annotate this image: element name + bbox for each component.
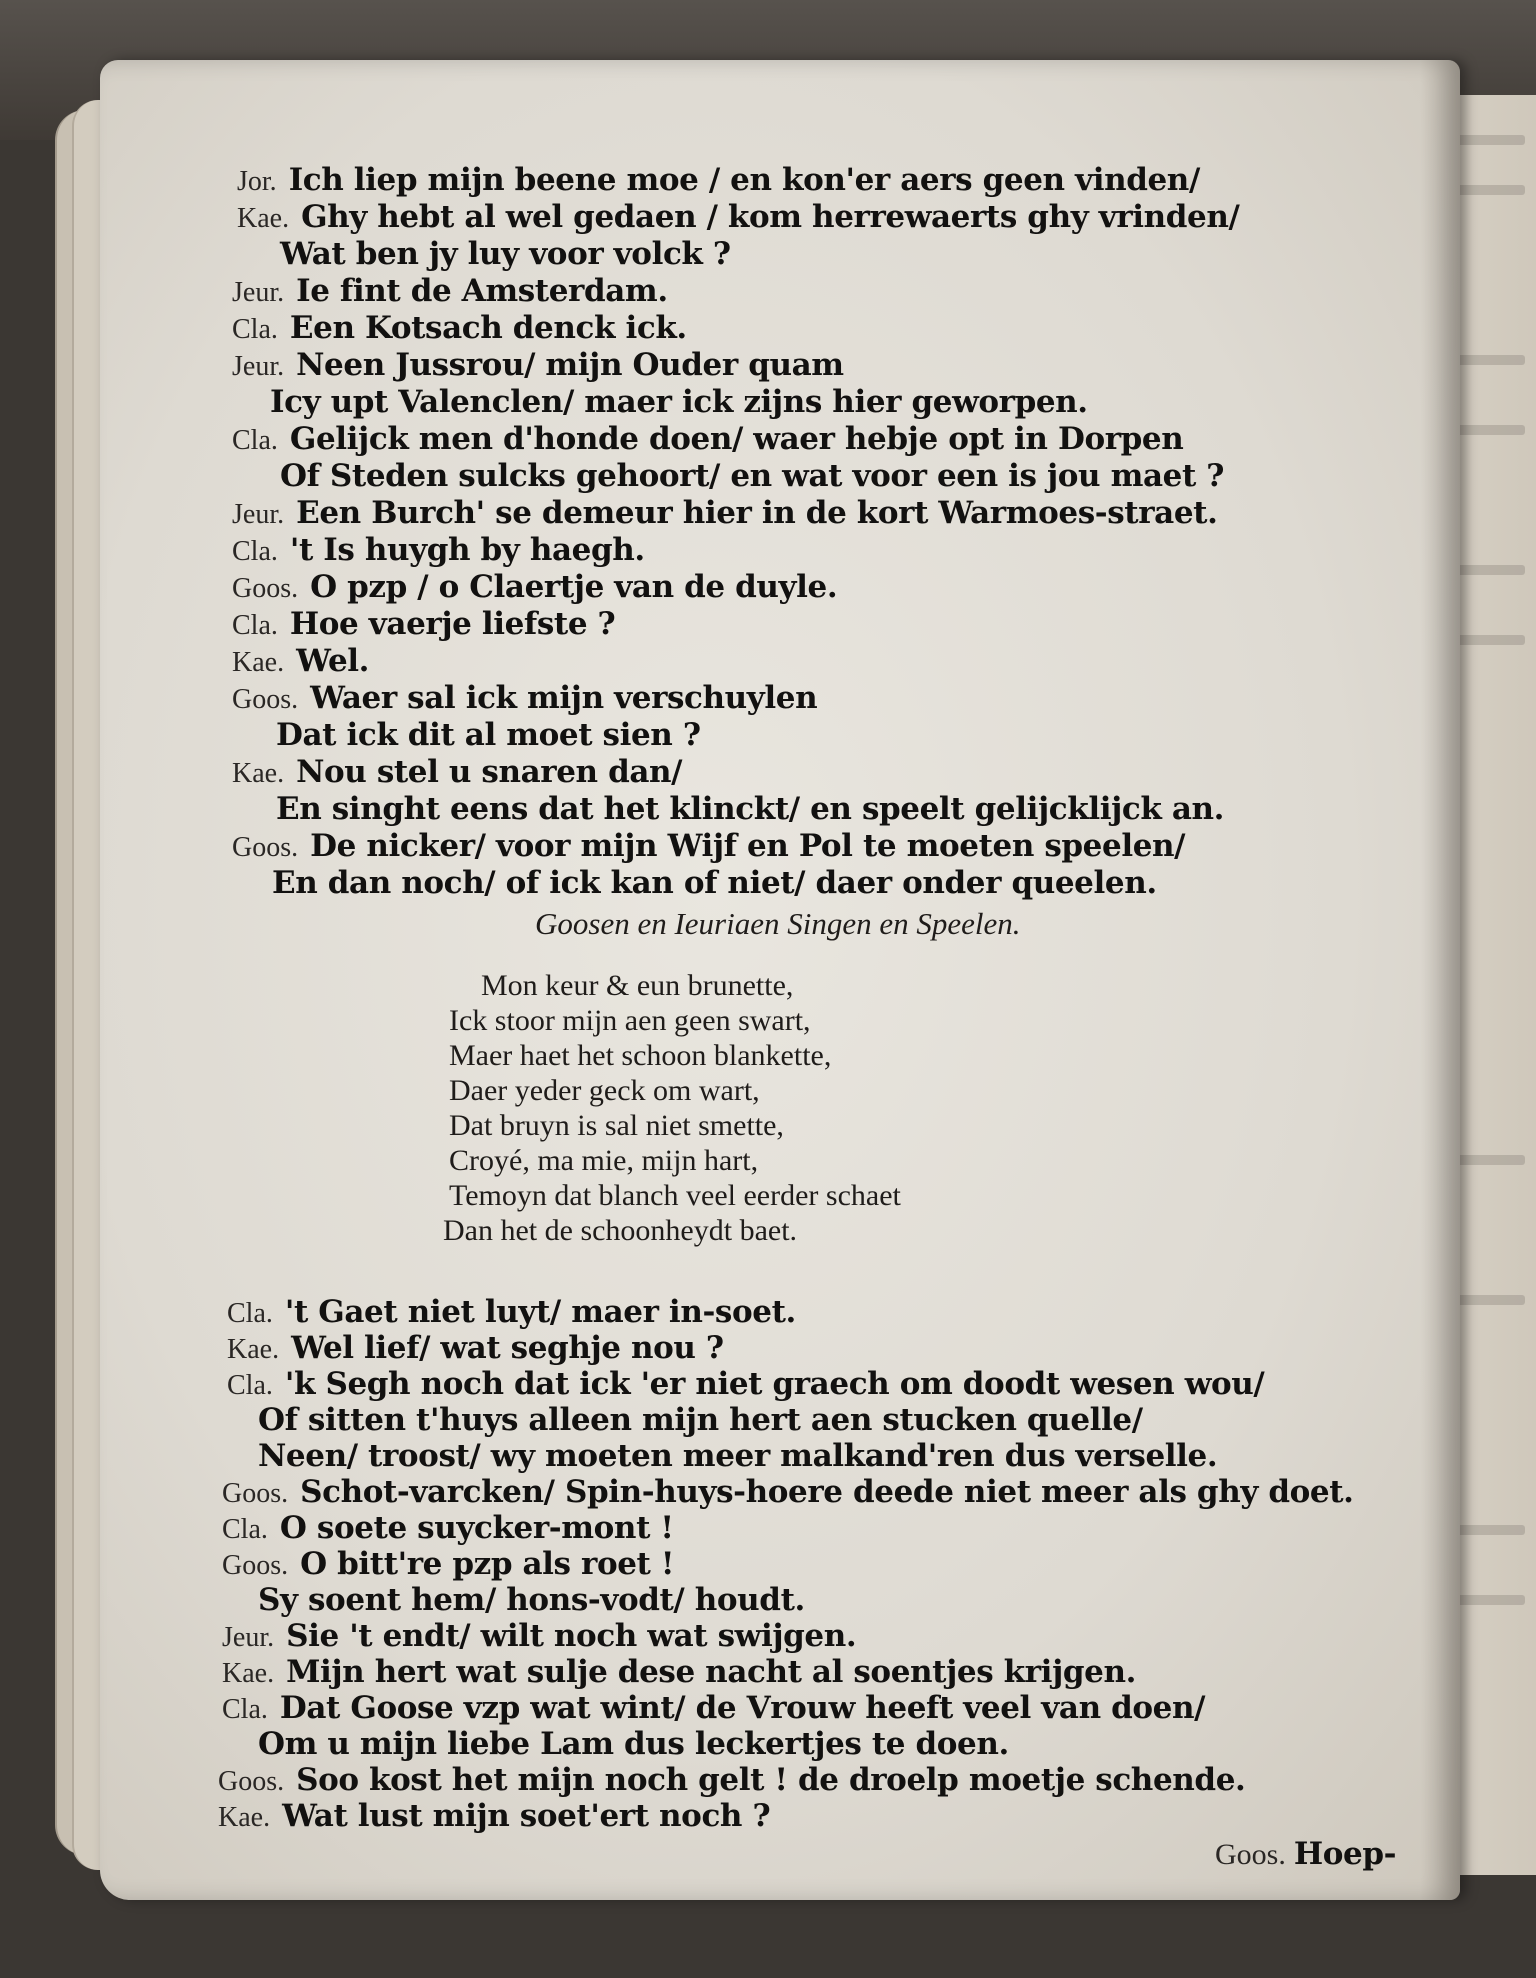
speaker-label: Cla. — [232, 536, 278, 567]
dialogue-text: Icy upt Valenclen/ maer ick zijns hier geworpen. — [270, 384, 1088, 420]
dialogue-text: Neen Jussrou/ mijn Ouder quam — [296, 347, 844, 383]
dialogue-text: O soete suycker-mont ! — [279, 1510, 674, 1546]
dialogue-text: Wel. — [296, 643, 370, 679]
song-line: Dat bruyn is sal niet smette, — [449, 1109, 784, 1142]
speaker-label: Kae. — [222, 1658, 275, 1689]
dialogue-text: Wat lust mijn soet'ert noch ? — [282, 1798, 771, 1834]
dialogue-line — [227, 1330, 724, 1366]
dialogue-line — [222, 1654, 1136, 1690]
speaker-label: Cla. — [222, 1694, 268, 1725]
dialogue-line — [258, 1438, 1217, 1474]
dialogue-line — [272, 865, 1157, 901]
dialogue-text: Een Burch' se demeur hier in de kort Warmoes-straet. — [296, 495, 1218, 531]
song-line: Dan het de schoonheydt baet. — [443, 1214, 798, 1247]
song-line: Maer haet het schoon blankette, — [449, 1039, 832, 1072]
speaker-label: Cla. — [232, 314, 278, 345]
song-line: Ick stoor mijn aen geen swart, — [449, 1004, 811, 1037]
dialogue-text: Mijn hert wat sulje dese nacht al soentjes krijgen. — [286, 1654, 1137, 1690]
dialogue-line — [232, 495, 1217, 531]
speaker-label: Cla. — [227, 1298, 273, 1329]
dialogue-text: Een Kotsach denck ick. — [289, 310, 687, 346]
dialogue-line — [227, 1294, 796, 1330]
speaker-label: Kae. — [227, 1334, 280, 1365]
speaker-label: Goos. — [222, 1550, 289, 1581]
dialogue-line — [258, 1726, 1009, 1762]
dialogue-text: En dan noch/ of ick kan of niet/ daer onder queelen. — [272, 865, 1157, 901]
dialogue-text: 't Gaet niet luyt/ maer in-soet. — [284, 1294, 796, 1330]
speaker-label: Cla. — [232, 610, 278, 641]
speaker-label: Jeur. — [232, 351, 285, 382]
dialogue-text: Wat ben jy luy voor volck ? — [280, 236, 731, 272]
dialogue-text: Ghy hebt al wel gedaen / kom herrewaerts ghy vrinden/ — [301, 199, 1240, 235]
dialogue-text: Schot-varcken/ Spin-huys-hoere deede niet meer als ghy doet. — [300, 1474, 1354, 1510]
dialogue-line — [280, 236, 731, 272]
dialogue-text: O bitt're pzp als roet ! — [300, 1546, 675, 1582]
dialogue-text: Of sitten t'huys alleen mijn hert aen stucken quelle/ — [258, 1402, 1143, 1438]
dialogue-text: En singht eens dat het klinckt/ en speelt gelijcklijck an. — [276, 791, 1225, 827]
dialogue-line — [232, 606, 615, 642]
dialogue-line — [237, 199, 1239, 235]
speaker-label: Goos. — [232, 573, 299, 604]
dialogue-line — [276, 791, 1224, 827]
dialogue-line — [232, 310, 687, 346]
dialogue-line — [218, 1762, 1245, 1798]
dialogue-text: De nicker/ voor mijn Wijf en Pol te moeten speelen/ — [310, 828, 1186, 864]
dialogue-text: Sy soent hem/ hons-vodt/ houdt. — [258, 1582, 805, 1618]
dialogue-text: Of Steden sulcks gehoort/ en wat voor een is jou maet ? — [280, 458, 1225, 494]
dialogue-text: Ich liep mijn beene moe / en kon'er aers geen vinden/ — [288, 162, 1200, 198]
dialogue-text: Hoe vaerje liefste ? — [289, 606, 616, 642]
speaker-label: Goos. — [232, 684, 299, 715]
dialogue-text: Soo kost het mijn noch gelt ! de droelp moetje schende. — [296, 1762, 1246, 1798]
speaker-label: Kae. — [218, 1802, 271, 1833]
dialogue-text: Waer sal ick mijn verschuylen — [310, 680, 818, 716]
speaker-label: Goos. — [1215, 1838, 1286, 1871]
dialogue-line — [222, 1546, 674, 1582]
book-page — [100, 60, 1460, 1900]
dialogue-text: 'k Segh noch dat ick 'er niet graech om doodt wesen wou/ — [284, 1366, 1265, 1402]
dialogue-line — [232, 273, 668, 309]
dialogue-line — [270, 384, 1088, 420]
dialogue-line — [232, 347, 844, 383]
catchword — [1215, 1836, 1396, 1872]
dialogue-line — [232, 421, 1183, 457]
dialogue-line — [258, 1582, 805, 1618]
dialogue-line — [218, 1798, 770, 1834]
speaker-label: Jeur. — [232, 277, 285, 308]
dialogue-line — [222, 1618, 856, 1654]
dialogue-line — [237, 162, 1200, 198]
dialogue-line — [258, 1402, 1143, 1438]
speaker-label: Goos. — [232, 832, 299, 863]
dialogue-text: Ie fint de Amsterdam. — [296, 273, 668, 309]
speaker-label: Kae. — [237, 203, 290, 234]
dialogue-line — [222, 1510, 674, 1546]
dialogue-line — [232, 532, 645, 568]
dialogue-line — [232, 680, 817, 716]
dialogue-text: Neen/ troost/ wy moeten meer malkand'ren dus verselle. — [258, 1438, 1218, 1474]
speaker-label: Jeur. — [222, 1622, 275, 1653]
dialogue-text: Om u mijn liebe Lam dus leckertjes te doen. — [258, 1726, 1009, 1762]
speaker-label: Cla. — [222, 1514, 268, 1545]
dialogue-line — [227, 1366, 1264, 1402]
speaker-label: Cla. — [232, 425, 278, 456]
dialogue-line — [222, 1474, 1354, 1510]
speaker-label: Jor. — [237, 166, 277, 197]
dialogue-text: O pzp / o Claertje van de duyle. — [310, 569, 838, 605]
song-line: Mon keur & eun brunette, — [481, 969, 794, 1002]
dialogue-text: Dat Goose vzp wat wint/ de Vrouw heeft veel van doen/ — [279, 1690, 1206, 1726]
speaker-label: Kae. — [232, 647, 285, 678]
speaker-label: Jeur. — [232, 499, 285, 530]
dialogue-line — [232, 828, 1185, 864]
dialogue-text: Nou stel u snaren dan/ — [296, 754, 683, 790]
dialogue-line — [222, 1690, 1205, 1726]
dialogue-text: Sie 't endt/ wilt noch wat swijgen. — [286, 1618, 857, 1654]
dialogue-text: 't Is huygh by haegh. — [289, 532, 645, 568]
speaker-label: Goos. — [218, 1766, 285, 1797]
dialogue-text: Gelijck men d'honde doen/ waer hebje opt in Dorpen — [289, 421, 1184, 457]
dialogue-text: Wel lief/ wat seghje nou ? — [291, 1330, 724, 1366]
song-line: Daer yeder geck om wart, — [449, 1074, 760, 1107]
dialogue-line — [280, 458, 1224, 494]
speaker-label: Goos. — [222, 1478, 289, 1509]
speaker-label: Kae. — [232, 758, 285, 789]
song-line: Temoyn dat blanch veel eerder schaet — [449, 1179, 901, 1212]
catchword-text: Hoep- — [1293, 1836, 1397, 1872]
dialogue-line — [232, 754, 682, 790]
song-heading: Goosen en Ieuriaen Singen en Speelen. — [535, 906, 1021, 941]
dialogue-line — [232, 569, 837, 605]
song-line: Croyé, ma mie, mijn hart, — [449, 1144, 759, 1177]
dialogue-line — [232, 643, 369, 679]
dialogue-text: Dat ick dit al moet sien ? — [276, 717, 701, 753]
page-gutter-shadow — [1420, 60, 1460, 1900]
dialogue-line — [276, 717, 701, 753]
speaker-label: Cla. — [227, 1370, 273, 1401]
